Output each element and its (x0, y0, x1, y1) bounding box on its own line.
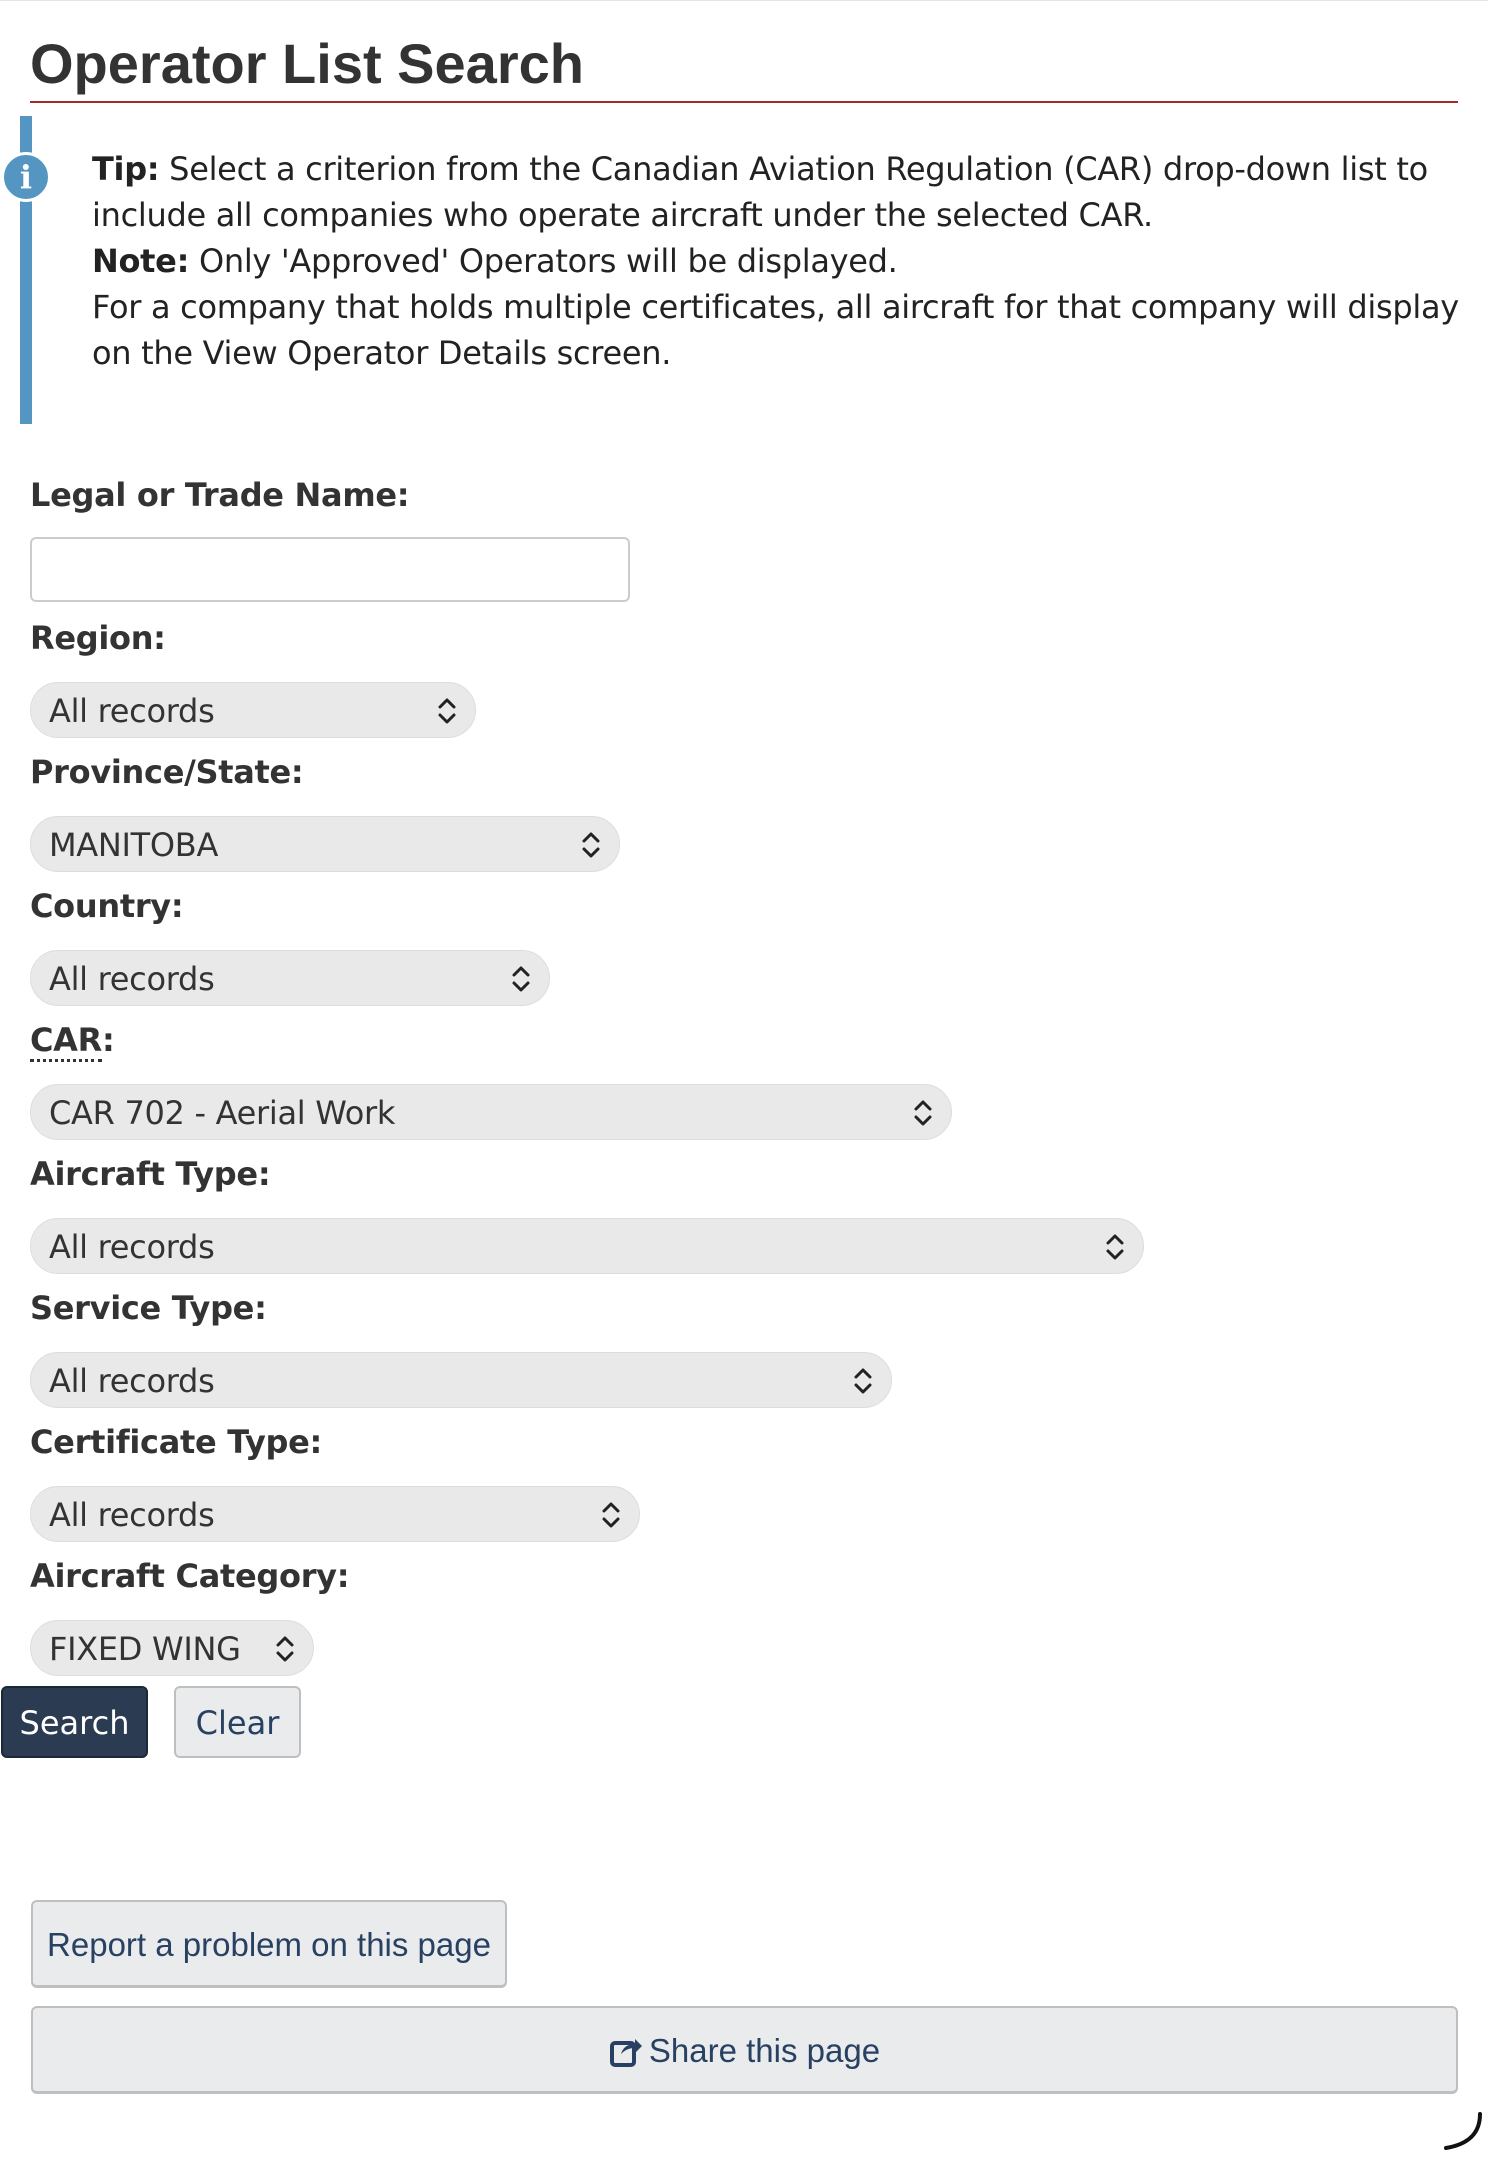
country-label: Country: (30, 887, 184, 925)
province-select-value: MANITOBA (49, 826, 219, 864)
legal-name-input[interactable] (30, 537, 630, 602)
note-line (92, 238, 1476, 284)
province-label: Province/State: (30, 753, 304, 791)
aircraft-type-select[interactable] (30, 1218, 1144, 1274)
region-label: Region: (30, 619, 166, 657)
share-label: Share this page (648, 2032, 881, 2069)
service-type-select[interactable] (30, 1352, 892, 1408)
chevron-updown-icon (275, 1633, 295, 1665)
loading-spinner-icon (1440, 2110, 1484, 2154)
report-problem-button[interactable]: Report a problem on this page (31, 1900, 507, 1988)
aircraft-category-label: Aircraft Category: (30, 1557, 350, 1595)
chevron-updown-icon (913, 1097, 933, 1129)
share-page-button[interactable] (31, 2006, 1458, 2094)
service-type-select-value: All records (49, 1362, 215, 1400)
region-select[interactable] (30, 682, 476, 738)
title-rule (30, 101, 1458, 103)
search-button[interactable]: Search (1, 1686, 148, 1758)
tip-line (92, 146, 1476, 238)
tip-label: Tip: (92, 150, 160, 188)
note-text: Only 'Approved' Operators will be displayed. (189, 242, 898, 280)
car-abbr: CAR (30, 1021, 102, 1062)
chevron-updown-icon (581, 829, 601, 861)
chevron-updown-icon (511, 963, 531, 995)
tip-text: Select a criterion from the Canadian Aviation Regulation (CAR) drop-down list to include all companies who operate aircraft under the selected CAR. (92, 150, 1428, 234)
clear-button[interactable]: Clear (174, 1686, 301, 1758)
country-select[interactable] (30, 950, 550, 1006)
share-inner (609, 2008, 880, 2094)
country-select-value: All records (49, 960, 215, 998)
car-select[interactable] (30, 1084, 952, 1140)
chevron-updown-icon (1105, 1231, 1125, 1263)
chevron-updown-icon (601, 1499, 621, 1531)
chevron-updown-icon (437, 695, 457, 727)
certificate-type-label: Certificate Type: (30, 1423, 323, 1461)
top-border (0, 0, 1488, 1)
car-label (30, 1020, 115, 1060)
page-title: Operator List Search (30, 32, 584, 95)
aircraft-type-label: Aircraft Type: (30, 1155, 271, 1193)
car-label-suffix: : (102, 1021, 115, 1059)
note-label: Note: (92, 242, 190, 280)
aircraft-category-select-value: FIXED WING (49, 1630, 241, 1668)
chevron-updown-icon (853, 1365, 873, 1397)
car-select-value: CAR 702 - Aerial Work (49, 1094, 396, 1132)
service-type-label: Service Type: (30, 1289, 267, 1327)
aircraft-type-select-value: All records (49, 1228, 215, 1266)
share-icon (609, 2034, 643, 2068)
info-panel (92, 146, 1476, 376)
certificate-type-select[interactable] (30, 1486, 640, 1542)
aircraft-category-select[interactable] (30, 1620, 314, 1676)
legal-name-label: Legal or Trade Name: (30, 476, 410, 514)
province-select[interactable] (30, 816, 620, 872)
certificate-type-select-value: All records (49, 1496, 215, 1534)
extra-line: For a company that holds multiple certificates, all aircraft for that company will display on the View Operator Details screen. (92, 288, 1459, 372)
region-select-value: All records (49, 692, 215, 730)
info-icon: i (1, 152, 51, 202)
